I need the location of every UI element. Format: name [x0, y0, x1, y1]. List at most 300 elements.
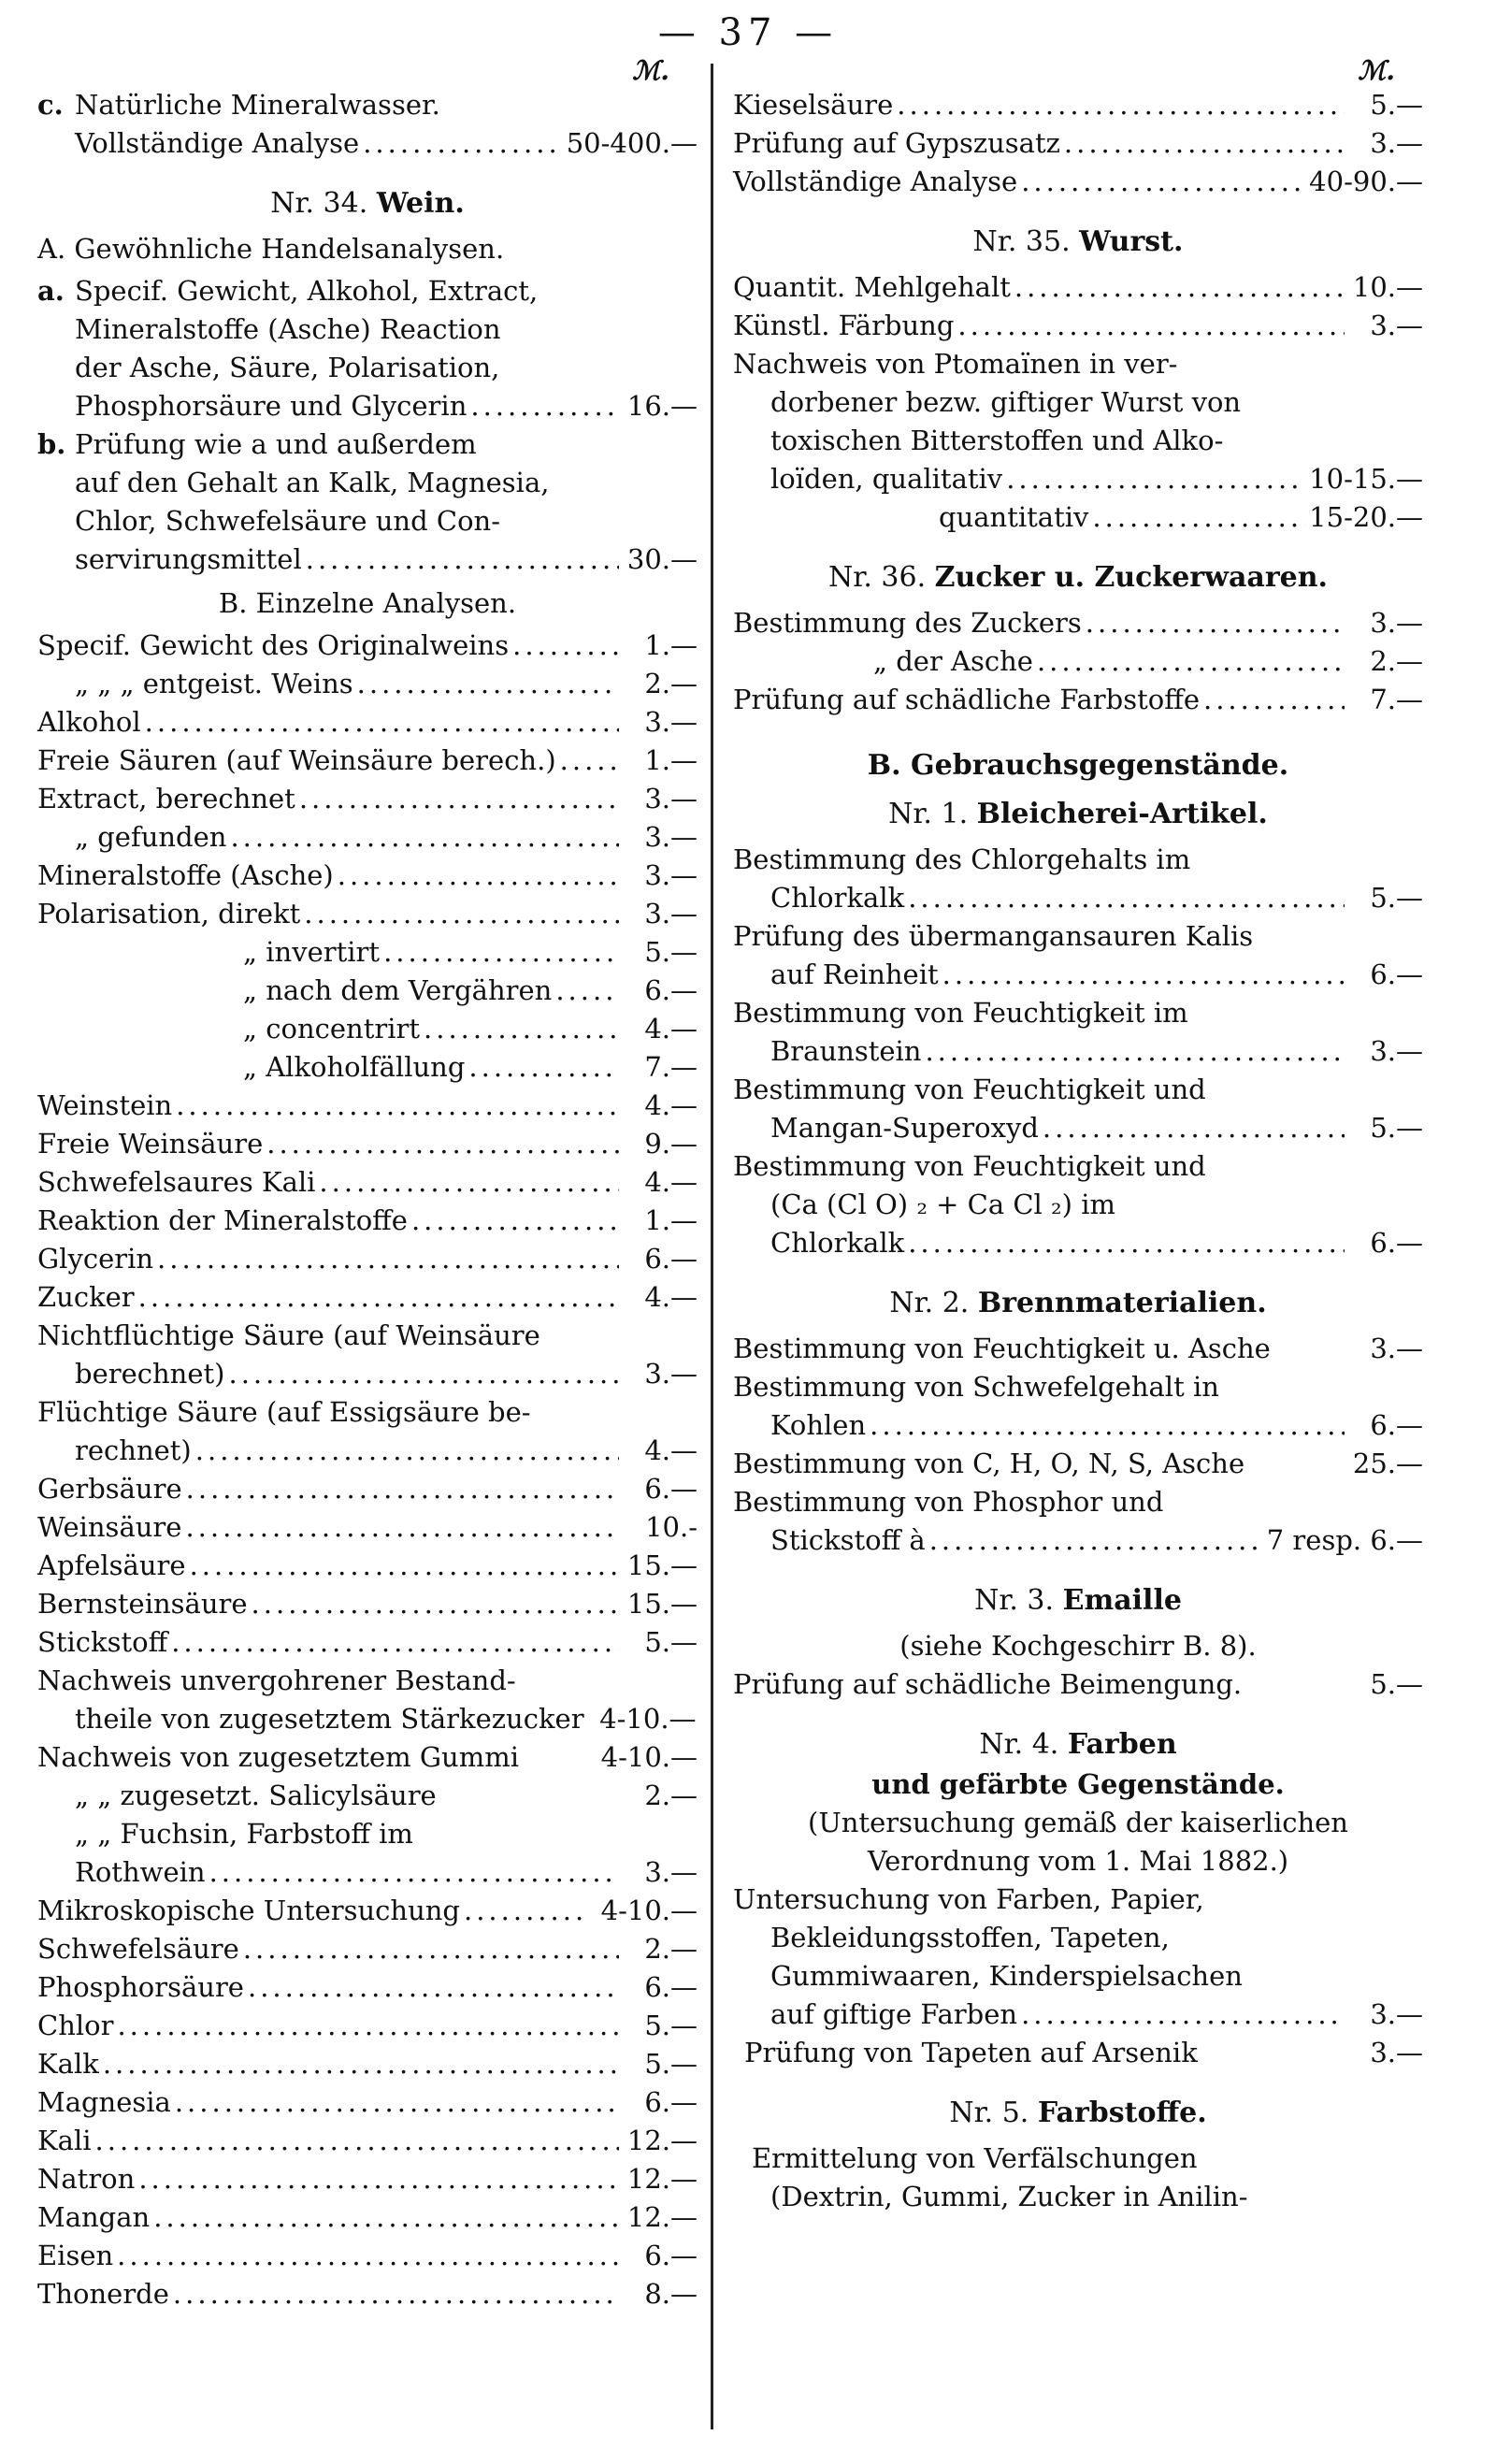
item-price: 12.— [626, 2163, 698, 2195]
price-list-row [733, 163, 1423, 201]
item-label: Braunstein [770, 1035, 922, 1067]
item-label: Apfelsäure [37, 1549, 186, 1581]
leader-dots [929, 1521, 1260, 1560]
item-price: 3.— [1370, 127, 1423, 159]
item-label: Reaktion der Mineralstoffe [37, 1204, 408, 1236]
item-price: 2.— [644, 668, 698, 699]
chlor-line-2 [733, 879, 1423, 917]
leader-dots [153, 2198, 619, 2237]
leader-dots [411, 1202, 619, 1240]
price-list-row [37, 818, 698, 857]
section-number: Nr. 2. [889, 1287, 970, 1319]
ptom-line-5 [733, 498, 1423, 537]
section-number: Nr. 35. [972, 225, 1071, 258]
leader-dots [95, 2122, 619, 2160]
section-title: Farbstoffe. [1037, 2097, 1207, 2129]
item-label: Phosphorsäure [37, 1971, 244, 2003]
item-label: „ gefunden [75, 821, 227, 853]
item-price: 6.— [644, 1473, 698, 1505]
item-price: 5.— [644, 1626, 698, 1658]
item-price: 15.— [626, 1549, 698, 1581]
item-price: 6.— [644, 2086, 698, 2118]
item-label: Magnesia [37, 2086, 171, 2118]
leader-dots [1086, 604, 1345, 642]
item-label: Kalk [37, 2048, 99, 2080]
leader-dots [209, 1853, 619, 1892]
item-label: Prüfung auf Gypszusatz [733, 127, 1060, 159]
mangan-line-2 [733, 1109, 1423, 1147]
item-price: 3.— [1370, 1998, 1423, 2030]
item-label: Chlor [37, 2010, 114, 2041]
mikro-row [37, 1892, 698, 1930]
item-label: Mineralstoffe (Asche) [37, 859, 334, 891]
farbst-line-1: Ermittelung von Verfälschungen [752, 2142, 1198, 2174]
price-list-row [37, 1125, 698, 1163]
item-price: 5.— [1370, 1668, 1423, 1700]
item-label: Mangan-Superoxyd [770, 1112, 1039, 1144]
item-price: 4.— [644, 1089, 698, 1121]
nicht-line-2 [37, 1355, 698, 1393]
ca-line-1: Bestimmung von Feuchtigkeit und [733, 1150, 1206, 1182]
section-heading-nr34 [37, 183, 698, 224]
item-price: 12.— [626, 2201, 698, 2233]
section-title: Brennmaterialien. [977, 1287, 1267, 1319]
leader-dots [1021, 1996, 1345, 2034]
ca-line-2: (Ca (Cl O) ₂ + Ca Cl ₂) im [770, 1189, 1115, 1220]
chlor-line-1: Bestimmung des Chlorgehalts im [733, 843, 1191, 875]
leader-dots [957, 307, 1345, 345]
leader-dots [171, 1623, 619, 1662]
b-line-1 [37, 425, 698, 464]
leader-dots [319, 1163, 619, 1202]
item-label: Chlorkalk [770, 882, 905, 914]
leader-dots [176, 1087, 619, 1125]
item-label: Mangan [37, 2201, 151, 2233]
item-label: quantitativ [939, 501, 1089, 533]
price-list-row [37, 1048, 698, 1087]
kali-line-2 [733, 956, 1423, 994]
item-price: 6.— [644, 2240, 698, 2271]
price-list-row [37, 2160, 698, 2198]
item-label: Specif. Gewicht des Originalweins [37, 629, 510, 661]
leader-dots [560, 742, 619, 780]
item-label: Stickstoff [37, 1626, 168, 1658]
leader-dots [383, 933, 619, 972]
price-list-row [37, 665, 698, 703]
farben-line-1: Untersuchung von Farben, Papier, [733, 1883, 1204, 1915]
item-price: 1.— [644, 1204, 698, 1236]
schwefel-line-1: Bestimmung von Schwefelgehalt in [733, 1371, 1219, 1403]
leader-dots [908, 879, 1345, 917]
subsection-b-heading: B. Einzelne Analysen. [218, 587, 517, 619]
a-marker: a. [37, 275, 65, 307]
item-price: 3.— [644, 1856, 698, 1888]
item-label: Schwefelsaures Kali [37, 1166, 316, 1198]
price-list-row [37, 1010, 698, 1048]
item-price: 6.— [644, 1971, 698, 2003]
leader-dots [195, 1432, 619, 1470]
item-price: 7 resp. 6.— [1266, 1524, 1423, 1556]
price-list-row [37, 1508, 698, 1547]
item-price: 40-90.— [1309, 166, 1423, 197]
currency-header: ℳ. [632, 55, 669, 86]
right-column [733, 56, 1423, 2216]
fuchsin-line-1: „ „ Fuchsin, Farbstoff im [75, 1818, 413, 1850]
minerals-list [37, 1930, 698, 2313]
item-label: „ Alkoholfällung [243, 1051, 466, 1083]
item-label: Rothwein [75, 1856, 206, 1888]
price-list-row [37, 2275, 698, 2313]
item-label: Vollständige Analyse [75, 127, 360, 159]
item-label: auf Reinheit [770, 958, 939, 990]
item-label: Kohlen [770, 1409, 867, 1441]
item-label: theile von zugesetztem Stärkezucker [75, 1703, 584, 1735]
price-list-row [37, 972, 698, 1010]
item-price: 7.— [1370, 684, 1423, 715]
leader-dots [1043, 1109, 1345, 1147]
wine-continued-list [733, 86, 1423, 201]
item-price: 10.- [645, 1511, 698, 1543]
leader-dots [299, 780, 619, 818]
leader-dots [555, 972, 619, 1010]
price-list-row [37, 1585, 698, 1623]
a-text-1: Specif. Gewicht, Alkohol, Extract, [75, 275, 539, 307]
fluecht-line-1: Flüchtige Säure (auf Essigsäure be- [37, 1396, 531, 1428]
price-list-row [733, 268, 1423, 307]
a-line-2: Mineralstoffe (Asche) Reaction [75, 313, 501, 345]
item-label: Bestimmung des Zuckers [733, 607, 1082, 639]
asche-row [733, 1330, 1423, 1368]
item-price: 3.— [644, 898, 698, 929]
leader-dots [145, 703, 619, 742]
item-label: „ nach dem Vergähren [243, 974, 553, 1006]
item-price: 16.— [626, 390, 698, 422]
section-title: Wein. [376, 187, 465, 220]
item-label: Quantit. Mehlgehalt [733, 271, 1011, 303]
item-label: Freie Säuren (auf Weinsäure berech.) [37, 744, 556, 776]
price-list-row [37, 895, 698, 933]
item-label: berechnet) [75, 1358, 225, 1390]
price-list-row [733, 604, 1423, 642]
item-label: Weinsäure [37, 1511, 182, 1543]
item-label: Polarisation, direkt [37, 898, 301, 929]
acids-list [37, 1470, 698, 1662]
item-label: Chlorkalk [770, 1227, 905, 1259]
currency-header: ℳ. [1358, 55, 1395, 86]
item-price: 5.— [644, 936, 698, 968]
item-price: 10-15.— [1309, 463, 1423, 495]
section-number: Nr. 34. [270, 187, 368, 220]
farben-line-2: Bekleidungsstoffen, Tapeten, [770, 1922, 1170, 1953]
ptom-line-3: toxischen Bitterstoffen und Alko- [770, 425, 1224, 456]
item-label: Nachweis von zugesetztem Gummi [37, 1741, 519, 1773]
nr4-title-2: und gefärbte Gegenstände. [871, 1768, 1285, 1800]
arsen-row [733, 2034, 1423, 2072]
leader-dots [908, 1224, 1345, 1262]
item-price: 4.— [644, 1434, 698, 1466]
c-title: Natürliche Mineralwasser. [75, 89, 440, 121]
item-label: Künstl. Färbung [733, 310, 955, 341]
item-label: Phosphorsäure und Glycerin [75, 390, 468, 422]
item-price: 3.— [1370, 607, 1423, 639]
item-price: 25.— [1352, 1448, 1423, 1479]
c-analysis-row [37, 124, 698, 163]
item-price: 3.— [644, 706, 698, 738]
item-price: 5.— [644, 2048, 698, 2080]
leader-dots [1021, 163, 1305, 201]
item-label: Bestimmung von C, H, O, N, S, Asche [733, 1448, 1245, 1479]
price-list-row [37, 857, 698, 895]
nr4-sub-2: Verordnung vom 1. Mai 1882.) [867, 1845, 1289, 1877]
item-label: Prüfung auf schädliche Beimengung. [733, 1668, 1243, 1700]
section-title: Emaille [1062, 1584, 1182, 1617]
leader-dots [138, 2160, 619, 2198]
leader-dots [424, 1010, 619, 1048]
item-price: 30.— [626, 543, 698, 575]
item-price: 1.— [644, 744, 698, 776]
section-heading-nr3 [733, 1580, 1423, 1621]
item-price: 4.— [644, 1166, 698, 1198]
leader-dots [1037, 642, 1345, 681]
leader-dots [117, 2237, 619, 2275]
phos-line-2 [733, 1521, 1423, 1560]
item-price: 3.— [644, 821, 698, 853]
section-title: Bleicherei-Artikel. [976, 798, 1268, 830]
leader-dots [186, 1470, 619, 1508]
item-label: Thonerde [37, 2278, 169, 2310]
price-list-row [733, 642, 1423, 681]
item-price: 6.— [644, 1243, 698, 1275]
leader-dots [230, 818, 619, 857]
sausage-list [733, 268, 1423, 345]
farben-line-3: Gummiwaaren, Kinderspielsachen [770, 1960, 1243, 1992]
leader-dots [248, 1968, 619, 2007]
b-line-3: Chlor, Schwefelsäure und Con- [75, 505, 501, 537]
item-label: Kali [37, 2125, 92, 2156]
leader-dots [306, 540, 619, 579]
ptom-line-2: dorbener bezw. giftiger Wurst von [770, 386, 1242, 418]
item-label: „ „ zugesetzt. Salicylsäure [75, 1780, 437, 1811]
section-number: Nr. 1. [888, 798, 969, 830]
b-line-2: auf den Gehalt an Kalk, Magnesia, [75, 467, 550, 498]
leader-dots [1203, 681, 1345, 719]
item-price: 1.— [644, 629, 698, 661]
salicyl-row [37, 1777, 698, 1815]
section-title: Farben [1067, 1728, 1177, 1761]
item-label: Schwefelsäure [37, 1933, 239, 1965]
item-label: „ invertirt [243, 936, 381, 968]
section-title: Zucker u. Zuckerwaaren. [934, 561, 1328, 594]
item-price: 15.— [626, 1588, 698, 1620]
item-price: 9.— [644, 1128, 698, 1160]
leader-dots [175, 2083, 619, 2122]
column-divider [711, 64, 713, 2429]
fluecht-line-2 [37, 1432, 698, 1470]
item-price: 4.— [644, 1013, 698, 1045]
item-label: Glycerin [37, 1243, 154, 1275]
item-price: 6.— [1370, 958, 1423, 990]
beim-row [733, 1665, 1423, 1704]
item-price: 6.— [1370, 1409, 1423, 1441]
single-analyses-list [37, 627, 698, 1317]
section-heading-nr4 [733, 1724, 1423, 1765]
item-price: 4-10.— [600, 1895, 698, 1926]
item-price: 4-10.— [600, 1741, 698, 1773]
leader-dots [464, 1892, 582, 1930]
leader-dots [190, 1547, 619, 1585]
price-list-row [733, 681, 1423, 719]
section-heading-nr5 [733, 2093, 1423, 2134]
unverg-line-1: Nachweis unvergohrener Bestand- [37, 1664, 516, 1696]
section-number: Nr. 4. [979, 1728, 1059, 1761]
ca-line-3 [733, 1224, 1423, 1262]
price-list-row [37, 1087, 698, 1125]
item-label: Mikroskopische Untersuchung [37, 1895, 460, 1926]
item-label: Zucker [37, 1281, 135, 1313]
price-list-row [37, 2198, 698, 2237]
item-label: servirungsmittel [75, 543, 302, 575]
leader-dots [266, 1125, 619, 1163]
a-line-1 [37, 272, 698, 310]
gummi-row [37, 1738, 698, 1777]
item-label: rechnet) [75, 1434, 192, 1466]
leader-dots [470, 387, 619, 425]
item-label: „ der Asche [873, 645, 1033, 677]
item-label: Extract, berechnet [37, 783, 295, 814]
leader-dots [468, 1048, 619, 1087]
leader-dots [363, 124, 563, 163]
b-marker: b. [37, 428, 66, 460]
item-label: loïden, qualitativ [770, 463, 1003, 495]
farben-line-4 [733, 1996, 1423, 2034]
chon-row [733, 1445, 1423, 1483]
section-heading-nr2 [733, 1283, 1423, 1324]
item-label: Natron [37, 2163, 136, 2195]
leader-dots [243, 1930, 619, 1968]
price-list-row [37, 780, 698, 818]
item-price: 3.— [1370, 310, 1423, 341]
braun-line-1: Bestimmung von Feuchtigkeit im [733, 997, 1188, 1029]
item-price: 3.— [1370, 1035, 1423, 1067]
leader-dots [1014, 268, 1345, 307]
section-number: Nr. 36. [828, 561, 927, 594]
price-list-row [37, 1547, 698, 1585]
leader-dots [173, 2275, 619, 2313]
a-line-3: der Asche, Säure, Polarisation, [75, 352, 500, 383]
a-line-4 [37, 387, 698, 425]
page-number: — 37 — [657, 11, 839, 54]
price-list-row [37, 1163, 698, 1202]
item-label: Bernsteinsäure [37, 1588, 248, 1620]
price-list-row [733, 307, 1423, 345]
item-price: 5.— [1370, 1112, 1423, 1144]
subsection-a-heading: A. Gewöhnliche Handelsanalysen. [37, 233, 505, 265]
leader-dots [185, 1508, 619, 1547]
b-line-4 [37, 540, 698, 579]
nr4-sub-1: (Untersuchung gemäß der kaiserlichen [808, 1807, 1348, 1838]
item-label: Vollständige Analyse [733, 166, 1018, 197]
item-label: Gerbsäure [37, 1473, 182, 1505]
item-price: 7.— [644, 1051, 698, 1083]
sugar-list [733, 604, 1423, 719]
b-text-1: Prüfung wie a und außerdem [75, 428, 477, 460]
leader-dots [103, 2045, 619, 2083]
item-price: 3.— [644, 1358, 698, 1390]
c-marker: c. [37, 89, 64, 121]
unverg-line-2 [37, 1700, 698, 1738]
item-label: Freie Weinsäure [37, 1128, 264, 1160]
price-list-row [37, 1278, 698, 1317]
item-price: 6.— [644, 974, 698, 1006]
price-list-row [733, 86, 1423, 124]
section-title: Wurst. [1079, 225, 1184, 258]
item-price: 6.— [1370, 1227, 1423, 1259]
nr3-subtitle: (siehe Kochgeschirr B. 8). [899, 1630, 1257, 1662]
price-list-row [37, 1240, 698, 1278]
part-b-heading: B. Gebrauchsgegenstände. [867, 749, 1289, 782]
item-price: 4-10.— [599, 1703, 697, 1735]
fuchsin-line-2 [37, 1853, 698, 1892]
item-label: Stickstoff à [770, 1524, 926, 1556]
item-price: 10.— [1352, 271, 1423, 303]
leader-dots [897, 86, 1345, 124]
item-price: 15-20.— [1309, 501, 1423, 533]
item-price: 50-400.— [566, 127, 698, 159]
price-list-row [37, 627, 698, 665]
item-price: 2.— [644, 1933, 698, 1965]
item-label: „ concentrirt [243, 1013, 421, 1045]
nicht-line-1: Nichtflüchtige Säure (auf Weinsäure [37, 1319, 540, 1351]
price-list-row [37, 2122, 698, 2160]
price-list-row [37, 1930, 698, 1968]
leader-dots [252, 1585, 619, 1623]
item-price: 5.— [1370, 89, 1423, 121]
leader-dots [338, 857, 619, 895]
item-price: 8.— [644, 2278, 698, 2310]
price-list-row [37, 1968, 698, 2007]
leader-dots [117, 2007, 619, 2045]
leader-dots [304, 895, 619, 933]
schwefel-line-2 [733, 1406, 1423, 1445]
item-price: 2.— [644, 1780, 698, 1811]
section-heading-nr36 [733, 557, 1423, 598]
section-number: Nr. 3. [974, 1584, 1055, 1617]
item-label: auf giftige Farben [770, 1998, 1018, 2030]
item-label: Bestimmung von Feuchtigkeit u. Asche [733, 1333, 1271, 1364]
leader-dots [357, 665, 619, 703]
item-label: „ „ „ entgeist. Weins [75, 668, 353, 699]
item-price: 3.— [1370, 2037, 1423, 2068]
section-heading-nr35 [733, 222, 1423, 263]
phos-line-1: Bestimmung von Phosphor und [733, 1486, 1164, 1518]
price-list-row [733, 124, 1423, 163]
leader-dots [157, 1240, 619, 1278]
item-label: Prüfung von Tapeten auf Arsenik [744, 2037, 1198, 2068]
leader-dots [138, 1278, 619, 1317]
leader-dots [925, 1032, 1345, 1071]
leader-dots [1006, 460, 1305, 498]
left-column [37, 56, 698, 2313]
price-list-row [37, 1202, 698, 1240]
price-list-row [37, 742, 698, 780]
leader-dots [1092, 498, 1305, 537]
farbst-line-2: (Dextrin, Gummi, Zucker in Anilin- [770, 2181, 1248, 2212]
braun-line-2 [733, 1032, 1423, 1071]
price-list-row [37, 2237, 698, 2275]
item-label: Weinstein [37, 1089, 173, 1121]
item-price: 3.— [644, 859, 698, 891]
item-price: 12.— [626, 2125, 698, 2156]
